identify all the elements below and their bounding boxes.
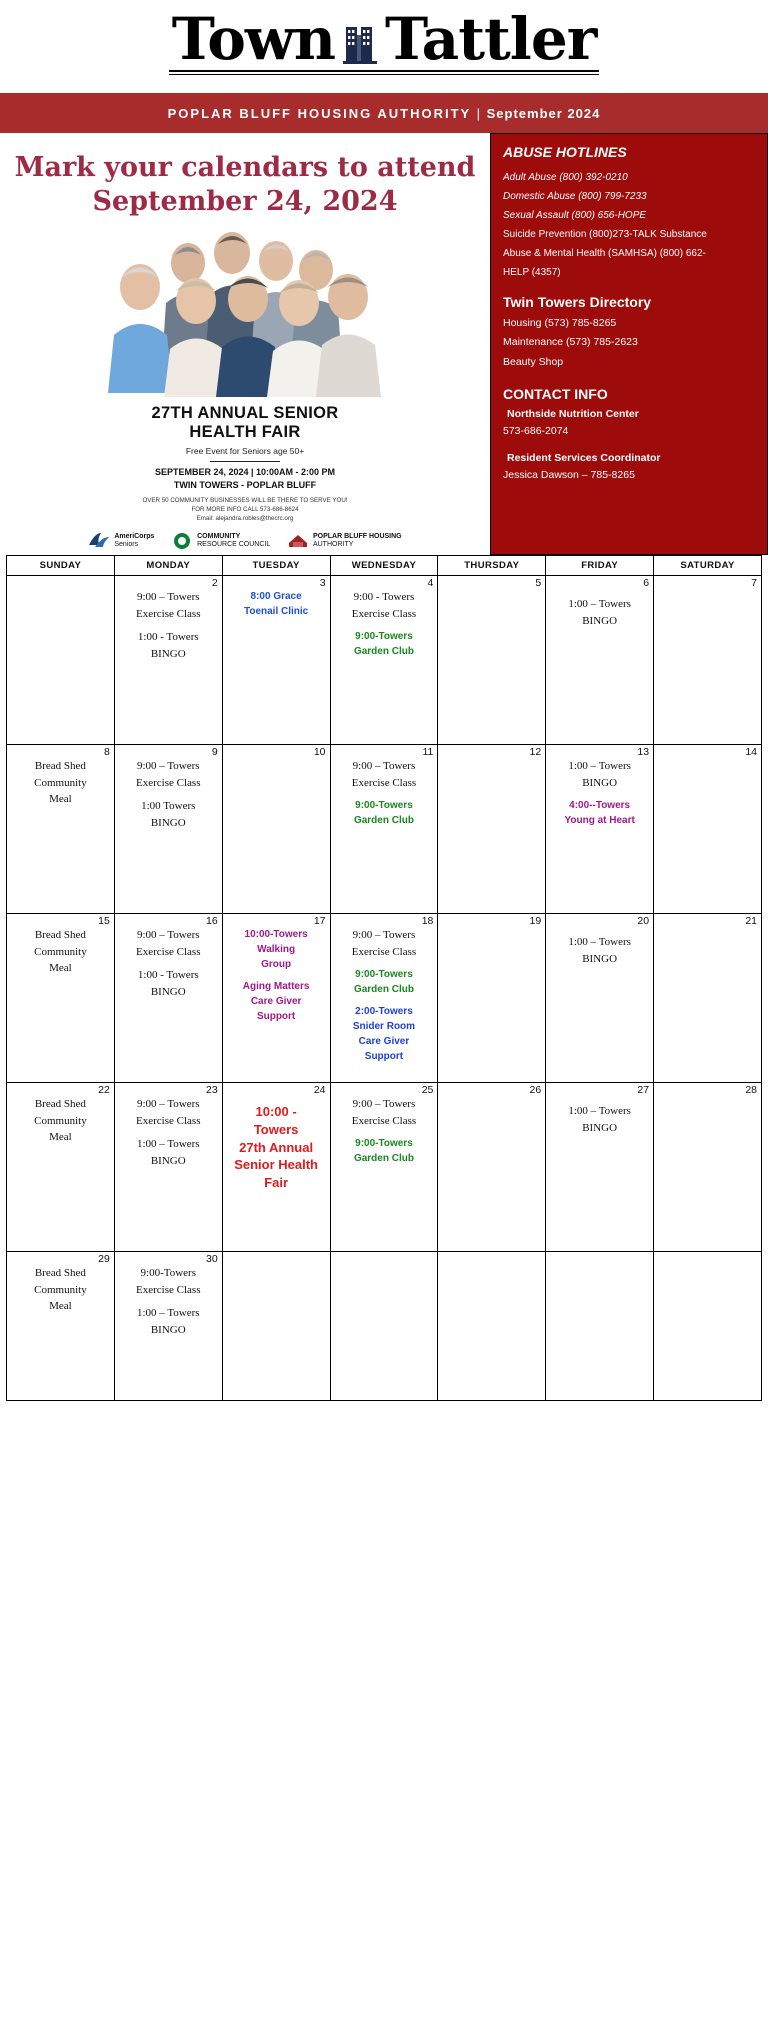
calendar-event-line: 1:00 - Towers bbox=[137, 969, 199, 982]
masthead-title bbox=[165, 5, 603, 81]
calendar-event-line: Garden Club bbox=[353, 646, 414, 658]
americorps-seniors-logo bbox=[88, 531, 154, 551]
calendar-event-line: Bread Shed bbox=[34, 1098, 86, 1111]
calendar-day-cell[interactable] bbox=[654, 576, 762, 745]
feature-column bbox=[0, 133, 490, 555]
flyer-detail-line1: OVER 50 COMMUNITY BUSINESSES WILL BE THERE TO SERVE YOU! bbox=[142, 496, 348, 504]
calendar-day-number: 2 bbox=[211, 577, 218, 590]
calendar-day-cell[interactable] bbox=[438, 1252, 546, 1401]
banner-separator: | bbox=[476, 105, 482, 121]
hotline-item: Domestic Abuse (800) 799-7233 bbox=[503, 191, 647, 202]
weekday-header-thursday: THURSDAY bbox=[438, 556, 546, 576]
calendar-day-number bbox=[7, 576, 114, 577]
calendar-day-number: 23 bbox=[206, 1084, 218, 1097]
contact-info-title: CONTACT INFO bbox=[503, 386, 608, 403]
calendar-event-line: Exercise Class bbox=[136, 1283, 201, 1296]
calendar-event-line: Community bbox=[34, 1114, 87, 1127]
calendar-event-line: Exercise Class bbox=[136, 607, 201, 620]
americorps-logo-line2: Seniors bbox=[114, 541, 139, 549]
calendar-week-row bbox=[7, 1083, 762, 1252]
crc-logo-line1: COMMUNITY bbox=[197, 533, 241, 541]
calendar-event-line: 1:00 Towers bbox=[141, 800, 196, 813]
calendar-day-number: 24 bbox=[313, 1084, 326, 1097]
calendar-day-number bbox=[546, 1252, 653, 1253]
calendar-day-number bbox=[331, 1252, 438, 1253]
calendar-event-line: Garden Club bbox=[353, 984, 414, 996]
calendar-day-cell[interactable] bbox=[7, 745, 115, 914]
flyer-title bbox=[80, 404, 410, 443]
calendar-event-line: 9:00 – Towers bbox=[352, 1098, 416, 1111]
weekday-header-monday: MONDAY bbox=[114, 556, 222, 576]
calendar-event-line: Towers bbox=[253, 1122, 299, 1138]
calendar-day-cell[interactable] bbox=[222, 576, 330, 745]
calendar-event-line: Walking bbox=[257, 944, 296, 956]
calendar-day-number: 14 bbox=[745, 746, 757, 759]
calendar-event-line: 1:00 – Towers bbox=[136, 1307, 200, 1320]
calendar-day-cell[interactable] bbox=[114, 745, 222, 914]
calendar-day-number bbox=[438, 1252, 545, 1253]
calendar-day-cell[interactable] bbox=[546, 914, 654, 1083]
calendar-event-line: 1:00 – Towers bbox=[136, 1138, 200, 1151]
calendar-day-number: 22 bbox=[98, 1084, 110, 1097]
calendar-day-cell[interactable] bbox=[654, 745, 762, 914]
calendar-event-line: Support bbox=[256, 1011, 296, 1023]
flyer-title-line2: HEALTH FAIR bbox=[189, 422, 301, 441]
crc-icon bbox=[171, 531, 193, 551]
calendar-event-line: 1:00 – Towers bbox=[568, 760, 631, 773]
health-fair-flyer bbox=[80, 225, 410, 552]
seniors-group-photo bbox=[80, 225, 410, 400]
masthead bbox=[0, 0, 768, 85]
directory-title: Twin Towers Directory bbox=[503, 294, 652, 310]
calendar-event-line: Community bbox=[34, 945, 87, 958]
calendar-event-line: Exercise Class bbox=[351, 945, 417, 958]
flyer-title-line1: 27TH ANNUAL SENIOR bbox=[151, 403, 339, 422]
sponsor-logos bbox=[80, 531, 410, 551]
calendar-day-cell[interactable] bbox=[7, 914, 115, 1083]
calendar-day-number: 7 bbox=[751, 577, 757, 590]
calendar-event-line: 4:00--Towers bbox=[569, 800, 631, 812]
calendar-day-number: 17 bbox=[313, 915, 326, 928]
calendar-event-line: 9:00 – Towers bbox=[352, 929, 416, 942]
contact-detail: Jessica Dawson – 785-8265 bbox=[503, 468, 635, 481]
calendar-day-cell[interactable] bbox=[546, 745, 654, 914]
calendar-day-number: 27 bbox=[637, 1084, 650, 1097]
weekday-header-friday: FRIDAY bbox=[546, 556, 654, 576]
calendar-day-number: 19 bbox=[529, 915, 542, 928]
pbha-logo-line2: AUTHORITY bbox=[312, 541, 354, 549]
flyer-detail-line3: Email: alejandra.robles@thecrc.org bbox=[196, 515, 294, 523]
calendar-event-line: 9:00-Towers bbox=[140, 1267, 196, 1280]
calendar-day-cell[interactable] bbox=[222, 914, 330, 1083]
calendar-day-cell[interactable] bbox=[438, 914, 546, 1083]
pbha-logo-line1: POPLAR BLUFF HOUSING bbox=[312, 533, 402, 541]
calendar-event-line: 1:00 - Towers bbox=[137, 631, 199, 644]
directory-item: Maintenance (573) 785-2623 bbox=[503, 336, 638, 349]
calendar-event-line: Garden Club bbox=[353, 1153, 414, 1165]
calendar-day-cell[interactable] bbox=[330, 1083, 438, 1252]
calendar-day-number: 10 bbox=[313, 746, 326, 759]
calendar-event-line: Community bbox=[34, 776, 87, 789]
calendar-day-number: 21 bbox=[745, 915, 757, 928]
calendar-day-number: 3 bbox=[319, 577, 326, 590]
flyer-details bbox=[80, 496, 410, 524]
calendar-day-cell[interactable] bbox=[546, 1083, 654, 1252]
calendar-day-number: 9 bbox=[211, 746, 218, 759]
calendar-event-line: 2:00-Towers bbox=[355, 1006, 413, 1018]
calendar-day-number: 4 bbox=[427, 577, 434, 590]
calendar-day-cell[interactable] bbox=[438, 576, 546, 745]
calendar-day-cell[interactable] bbox=[330, 914, 438, 1083]
calendar-event-line: 9:00 – Towers bbox=[136, 929, 200, 942]
calendar-day-cell[interactable] bbox=[222, 1083, 330, 1252]
calendar-event-line: Bread Shed bbox=[34, 760, 86, 773]
flyer-divider bbox=[210, 461, 280, 462]
americorps-icon bbox=[88, 531, 110, 551]
calendar-day-cell[interactable] bbox=[438, 745, 546, 914]
feature-headline-line1: Mark your calendars to attend bbox=[14, 152, 476, 183]
calendar-event-line: Young at Heart bbox=[564, 815, 635, 827]
calendar-day-number: 30 bbox=[206, 1253, 218, 1266]
abuse-hotlines-title: ABUSE HOTLINES bbox=[503, 144, 627, 160]
calendar-event-line: 9:00-Towers bbox=[355, 800, 413, 812]
calendar-event-line: 1:00 – Towers bbox=[568, 936, 631, 949]
monthly-calendar bbox=[6, 555, 762, 1401]
calendar-day-number: 28 bbox=[745, 1084, 757, 1097]
flyer-when bbox=[80, 466, 410, 492]
hotline-item: Suicide Prevention (800)273-TALK Substance bbox=[503, 229, 707, 240]
calendar-event-line: Exercise Class bbox=[136, 945, 201, 958]
calendar-day-cell[interactable] bbox=[114, 1252, 222, 1401]
calendar-event-line: Meal bbox=[49, 1300, 72, 1313]
calendar-event-line: BINGO bbox=[582, 952, 618, 965]
hotline-item: Abuse & Mental Health (SAMHSA) (800) 662- bbox=[503, 248, 706, 259]
hotline-item: Sexual Assault (800) 656-HOPE bbox=[503, 210, 647, 221]
calendar-day-cell[interactable] bbox=[330, 576, 438, 745]
calendar-event-line: Meal bbox=[49, 793, 72, 806]
calendar-event-line: Exercise Class bbox=[351, 776, 417, 789]
directory-item: Beauty Shop bbox=[503, 355, 564, 368]
calendar-event-line: BINGO bbox=[582, 776, 618, 789]
weekday-header-saturday: SATURDAY bbox=[654, 556, 762, 576]
calendar-day-number bbox=[654, 1252, 761, 1253]
calendar-event-line: 9:00 – Towers bbox=[136, 591, 200, 604]
calendar-day-cell[interactable] bbox=[114, 1083, 222, 1252]
calendar-week-row bbox=[7, 914, 762, 1083]
calendar-event-line: Garden Club bbox=[353, 815, 414, 827]
calendar-event-line: Snider Room bbox=[352, 1021, 416, 1033]
calendar-event-line: 8:00 Grace bbox=[250, 591, 302, 603]
calendar-day-number: 25 bbox=[421, 1084, 434, 1097]
calendar-event-line: BINGO bbox=[150, 647, 186, 660]
calendar-day-number: 12 bbox=[529, 746, 542, 759]
calendar-week-row bbox=[7, 1252, 762, 1401]
calendar-day-cell[interactable] bbox=[438, 1083, 546, 1252]
calendar-day-cell[interactable] bbox=[546, 1252, 654, 1401]
calendar-week-row bbox=[7, 576, 762, 745]
calendar-day-cell[interactable] bbox=[546, 576, 654, 745]
calendar-event-line: BINGO bbox=[150, 1154, 186, 1167]
calendar-day-number: 29 bbox=[98, 1253, 110, 1266]
masthead-title-left: Town bbox=[171, 5, 336, 73]
weekday-header-sunday: SUNDAY bbox=[7, 556, 115, 576]
calendar-event-line: 1:00 – Towers bbox=[568, 1105, 631, 1118]
calendar-event-line: Care Giver bbox=[358, 1036, 410, 1048]
twin-towers-icon bbox=[337, 16, 383, 62]
calendar-event-line: BINGO bbox=[150, 1323, 186, 1336]
feature-headline bbox=[6, 151, 484, 219]
calendar-day-number: 8 bbox=[104, 746, 110, 759]
calendar-event-line: Exercise Class bbox=[351, 1114, 417, 1127]
crc-logo-line2: RESOURCE COUNCIL bbox=[197, 541, 271, 549]
calendar-event-line: Aging Matters bbox=[242, 981, 310, 993]
calendar-event-line: 9:00-Towers bbox=[355, 631, 413, 643]
info-sidebar bbox=[490, 133, 768, 555]
calendar-day-cell[interactable] bbox=[654, 914, 762, 1083]
calendar-event-line: 9:00-Towers bbox=[355, 1138, 413, 1150]
contact-name: Resident Services Coordinator bbox=[507, 451, 661, 464]
flyer-subtitle: Free Event for Seniors age 50+ bbox=[185, 446, 305, 457]
calendar-day-number: 11 bbox=[422, 746, 434, 759]
flyer-detail-line2: FOR MORE INFO CALL 573-686-8624 bbox=[191, 505, 299, 513]
pbha-logo bbox=[287, 531, 402, 551]
calendar-day-number bbox=[223, 1252, 330, 1253]
calendar-event-line: Community bbox=[34, 1283, 87, 1296]
masthead-title-right: Tattler bbox=[385, 5, 597, 73]
contact-detail: 573-686-2074 bbox=[503, 425, 569, 438]
community-resource-council-logo bbox=[171, 531, 270, 551]
calendar-event-line: 9:00 – Towers bbox=[352, 760, 416, 773]
banner-org: POPLAR BLUFF HOUSING AUTHORITY bbox=[167, 105, 471, 121]
flyer-when-line1: SEPTEMBER 24, 2024 | 10:00AM - 2:00 PM bbox=[154, 467, 336, 478]
calendar-day-cell[interactable] bbox=[7, 576, 115, 745]
calendar-body bbox=[7, 576, 762, 1401]
hotline-item: HELP (4357) bbox=[503, 267, 561, 278]
calendar-week-row bbox=[7, 745, 762, 914]
weekday-header-wednesday: WEDNESDAY bbox=[330, 556, 438, 576]
calendar-event-line: Bread Shed bbox=[34, 929, 86, 942]
calendar-day-cell[interactable] bbox=[222, 1252, 330, 1401]
calendar-event-line: Exercise Class bbox=[351, 607, 417, 620]
calendar-event-line: 9:00-Towers bbox=[355, 969, 413, 981]
calendar-day-number: 13 bbox=[637, 746, 650, 759]
contact-name: Northside Nutrition Center bbox=[507, 408, 639, 421]
calendar-event-line: Meal bbox=[49, 962, 72, 975]
calendar-day-cell[interactable] bbox=[330, 745, 438, 914]
calendar-day-number: 26 bbox=[529, 1084, 542, 1097]
directory-item: Housing (573) 785-8265 bbox=[503, 317, 617, 329]
calendar-event-line: 1:00 – Towers bbox=[568, 598, 631, 611]
calendar-event-line: Exercise Class bbox=[136, 1114, 201, 1127]
banner-month: September 2024 bbox=[486, 105, 601, 121]
weekday-header-tuesday: TUESDAY bbox=[222, 556, 330, 576]
top-section bbox=[0, 133, 768, 555]
calendar-day-cell[interactable] bbox=[7, 1083, 115, 1252]
calendar-event-line: 9:00 – Towers bbox=[136, 1098, 200, 1111]
issue-banner bbox=[0, 93, 768, 133]
americorps-logo-line1: AmeriCorps bbox=[114, 533, 155, 541]
calendar-header-row bbox=[7, 556, 762, 576]
feature-headline-line2: September 24, 2024 bbox=[92, 185, 398, 217]
calendar-day-cell[interactable] bbox=[222, 745, 330, 914]
calendar-event-line: Toenail Clinic bbox=[243, 606, 309, 618]
calendar-day-number: 6 bbox=[643, 577, 650, 590]
calendar-event-line: Group bbox=[261, 959, 292, 971]
calendar-event-line: 9:00 - Towers bbox=[353, 591, 415, 604]
calendar-event-line: Senior Health bbox=[234, 1157, 318, 1173]
calendar-day-cell[interactable] bbox=[330, 1252, 438, 1401]
calendar-event-line: Bread Shed bbox=[34, 1267, 86, 1280]
calendar-event-line: BINGO bbox=[150, 985, 186, 998]
calendar-day-cell[interactable] bbox=[114, 576, 222, 745]
calendar-day-cell[interactable] bbox=[114, 914, 222, 1083]
calendar-event-line: BINGO bbox=[582, 614, 618, 627]
calendar-event-line: Exercise Class bbox=[136, 776, 201, 789]
calendar-day-number: 15 bbox=[98, 915, 110, 928]
flyer-when-line2: TWIN TOWERS - POPLAR BLUFF bbox=[173, 480, 317, 491]
calendar-event-line: 10:00 - bbox=[255, 1104, 297, 1120]
calendar-day-number: 16 bbox=[206, 915, 218, 928]
calendar-event-line: Support bbox=[364, 1051, 404, 1063]
calendar-event-line: Meal bbox=[49, 1131, 72, 1144]
calendar-day-cell[interactable] bbox=[654, 1083, 762, 1252]
calendar-day-number: 20 bbox=[637, 915, 650, 928]
calendar-day-number: 5 bbox=[535, 577, 542, 590]
calendar-day-number: 18 bbox=[421, 915, 434, 928]
calendar-event-line: 27th Annual bbox=[239, 1139, 314, 1155]
pbha-icon bbox=[287, 531, 309, 551]
calendar-event-line: 10:00-Towers bbox=[244, 929, 308, 941]
masthead-rule-bottom bbox=[169, 74, 599, 75]
calendar-event-line: BINGO bbox=[582, 1121, 618, 1134]
calendar-event-line: 9:00 – Towers bbox=[136, 760, 200, 773]
calendar-event-line: BINGO bbox=[150, 816, 186, 829]
calendar-day-cell[interactable] bbox=[654, 1252, 762, 1401]
calendar-event-line: Fair bbox=[264, 1174, 289, 1190]
calendar-event-line: Care Giver bbox=[250, 996, 302, 1008]
hotline-item: Adult Abuse (800) 392-0210 bbox=[503, 172, 628, 183]
calendar-day-cell[interactable] bbox=[7, 1252, 115, 1401]
